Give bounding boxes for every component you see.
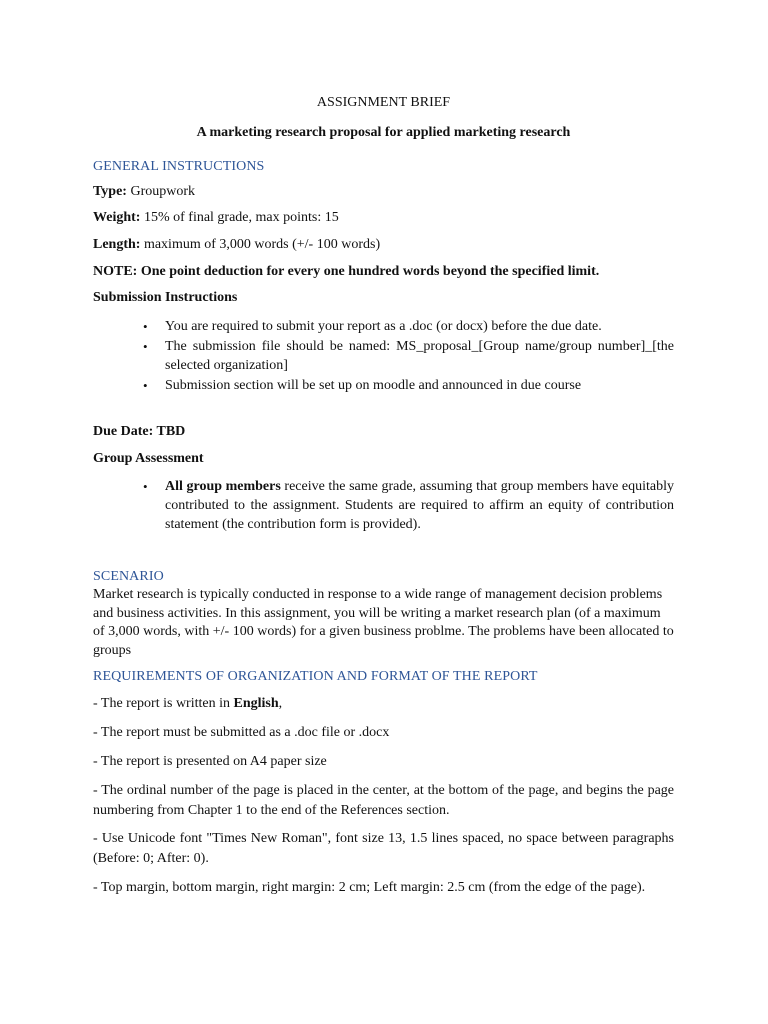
note-line: NOTE: One point deduction for every one hundred words beyond the specified limit. xyxy=(93,264,600,279)
submission-heading: Submission Instructions xyxy=(93,290,238,305)
general-instructions-heading: GENERAL INSTRUCTIONS xyxy=(93,159,265,174)
requirement-item: - The report is presented on A4 paper size xyxy=(93,754,327,769)
requirement-item: - The ordinal number of the page is placed in the center, at the bottom of the page, and begins the page numbering from Chapter 1 to the end of the References section. xyxy=(93,783,674,818)
requirement-english xyxy=(93,695,282,713)
requirement-item: - Use Unicode font "Times New Roman", font size 13, 1.5 lines spaced, no space between paragraphs (Before: 0; After: 0). xyxy=(93,831,674,866)
list-item: • The submission file should be named: MS_proposal_[Group name/group number]_[the selected organization] xyxy=(165,337,674,375)
type-value: Groupwork xyxy=(126,184,196,199)
submission-list xyxy=(165,317,674,396)
english-suffix: , xyxy=(278,696,283,711)
requirements-heading: REQUIREMENTS OF ORGANIZATION AND FORMAT OF THE REPORT xyxy=(93,669,538,684)
english-prefix: - The report is written in xyxy=(93,696,234,711)
requirement-item: - Top margin, bottom margin, right margin: 2 cm; Left margin: 2.5 cm (from the edge of the page). xyxy=(93,880,646,895)
group-assessment-list xyxy=(165,477,674,535)
group-members-bold: All group members xyxy=(165,479,281,494)
due-date: Due Date: TBD xyxy=(93,424,186,439)
length-label: Length: xyxy=(93,237,141,252)
group-assessment-heading: Group Assessment xyxy=(93,451,204,466)
list-item xyxy=(165,477,674,534)
list-item: • You are required to submit your report as a .doc (or docx) before the due date. xyxy=(165,317,674,336)
requirement-item: - The report must be submitted as a .doc file or .docx xyxy=(93,725,390,740)
list-item: • Submission section will be set up on moodle and announced in due course xyxy=(165,376,674,395)
document-subtitle: A marketing research proposal for applied marketing research xyxy=(196,125,571,140)
group-members-text: receive the same grade, assuming that group members have equitably contributed to the assignment. Students are required to affirm an equity of contribution statement (the contribution form is provided). xyxy=(165,479,674,532)
document-title: ASSIGNMENT BRIEF xyxy=(316,95,451,110)
length-line xyxy=(93,236,380,254)
type-line xyxy=(93,183,195,201)
weight-label: Weight: xyxy=(93,210,141,225)
scenario-text: Market research is typically conducted in response to a wide range of management decision problems and business activities. In this assignment, you will be writing a market research plan (of a maximum of 3,000 words, with +/- 100 words) for a given business problme. The problems have been allocated to groups xyxy=(93,587,674,658)
english-bold: English xyxy=(233,696,279,711)
length-value: maximum of 3,000 words (+/- 100 words) xyxy=(140,237,381,252)
weight-value: 15% of final grade, max points: 15 xyxy=(140,210,339,225)
scenario-heading: SCENARIO xyxy=(93,569,164,584)
weight-line xyxy=(93,209,339,227)
type-label: Type: xyxy=(93,184,127,199)
